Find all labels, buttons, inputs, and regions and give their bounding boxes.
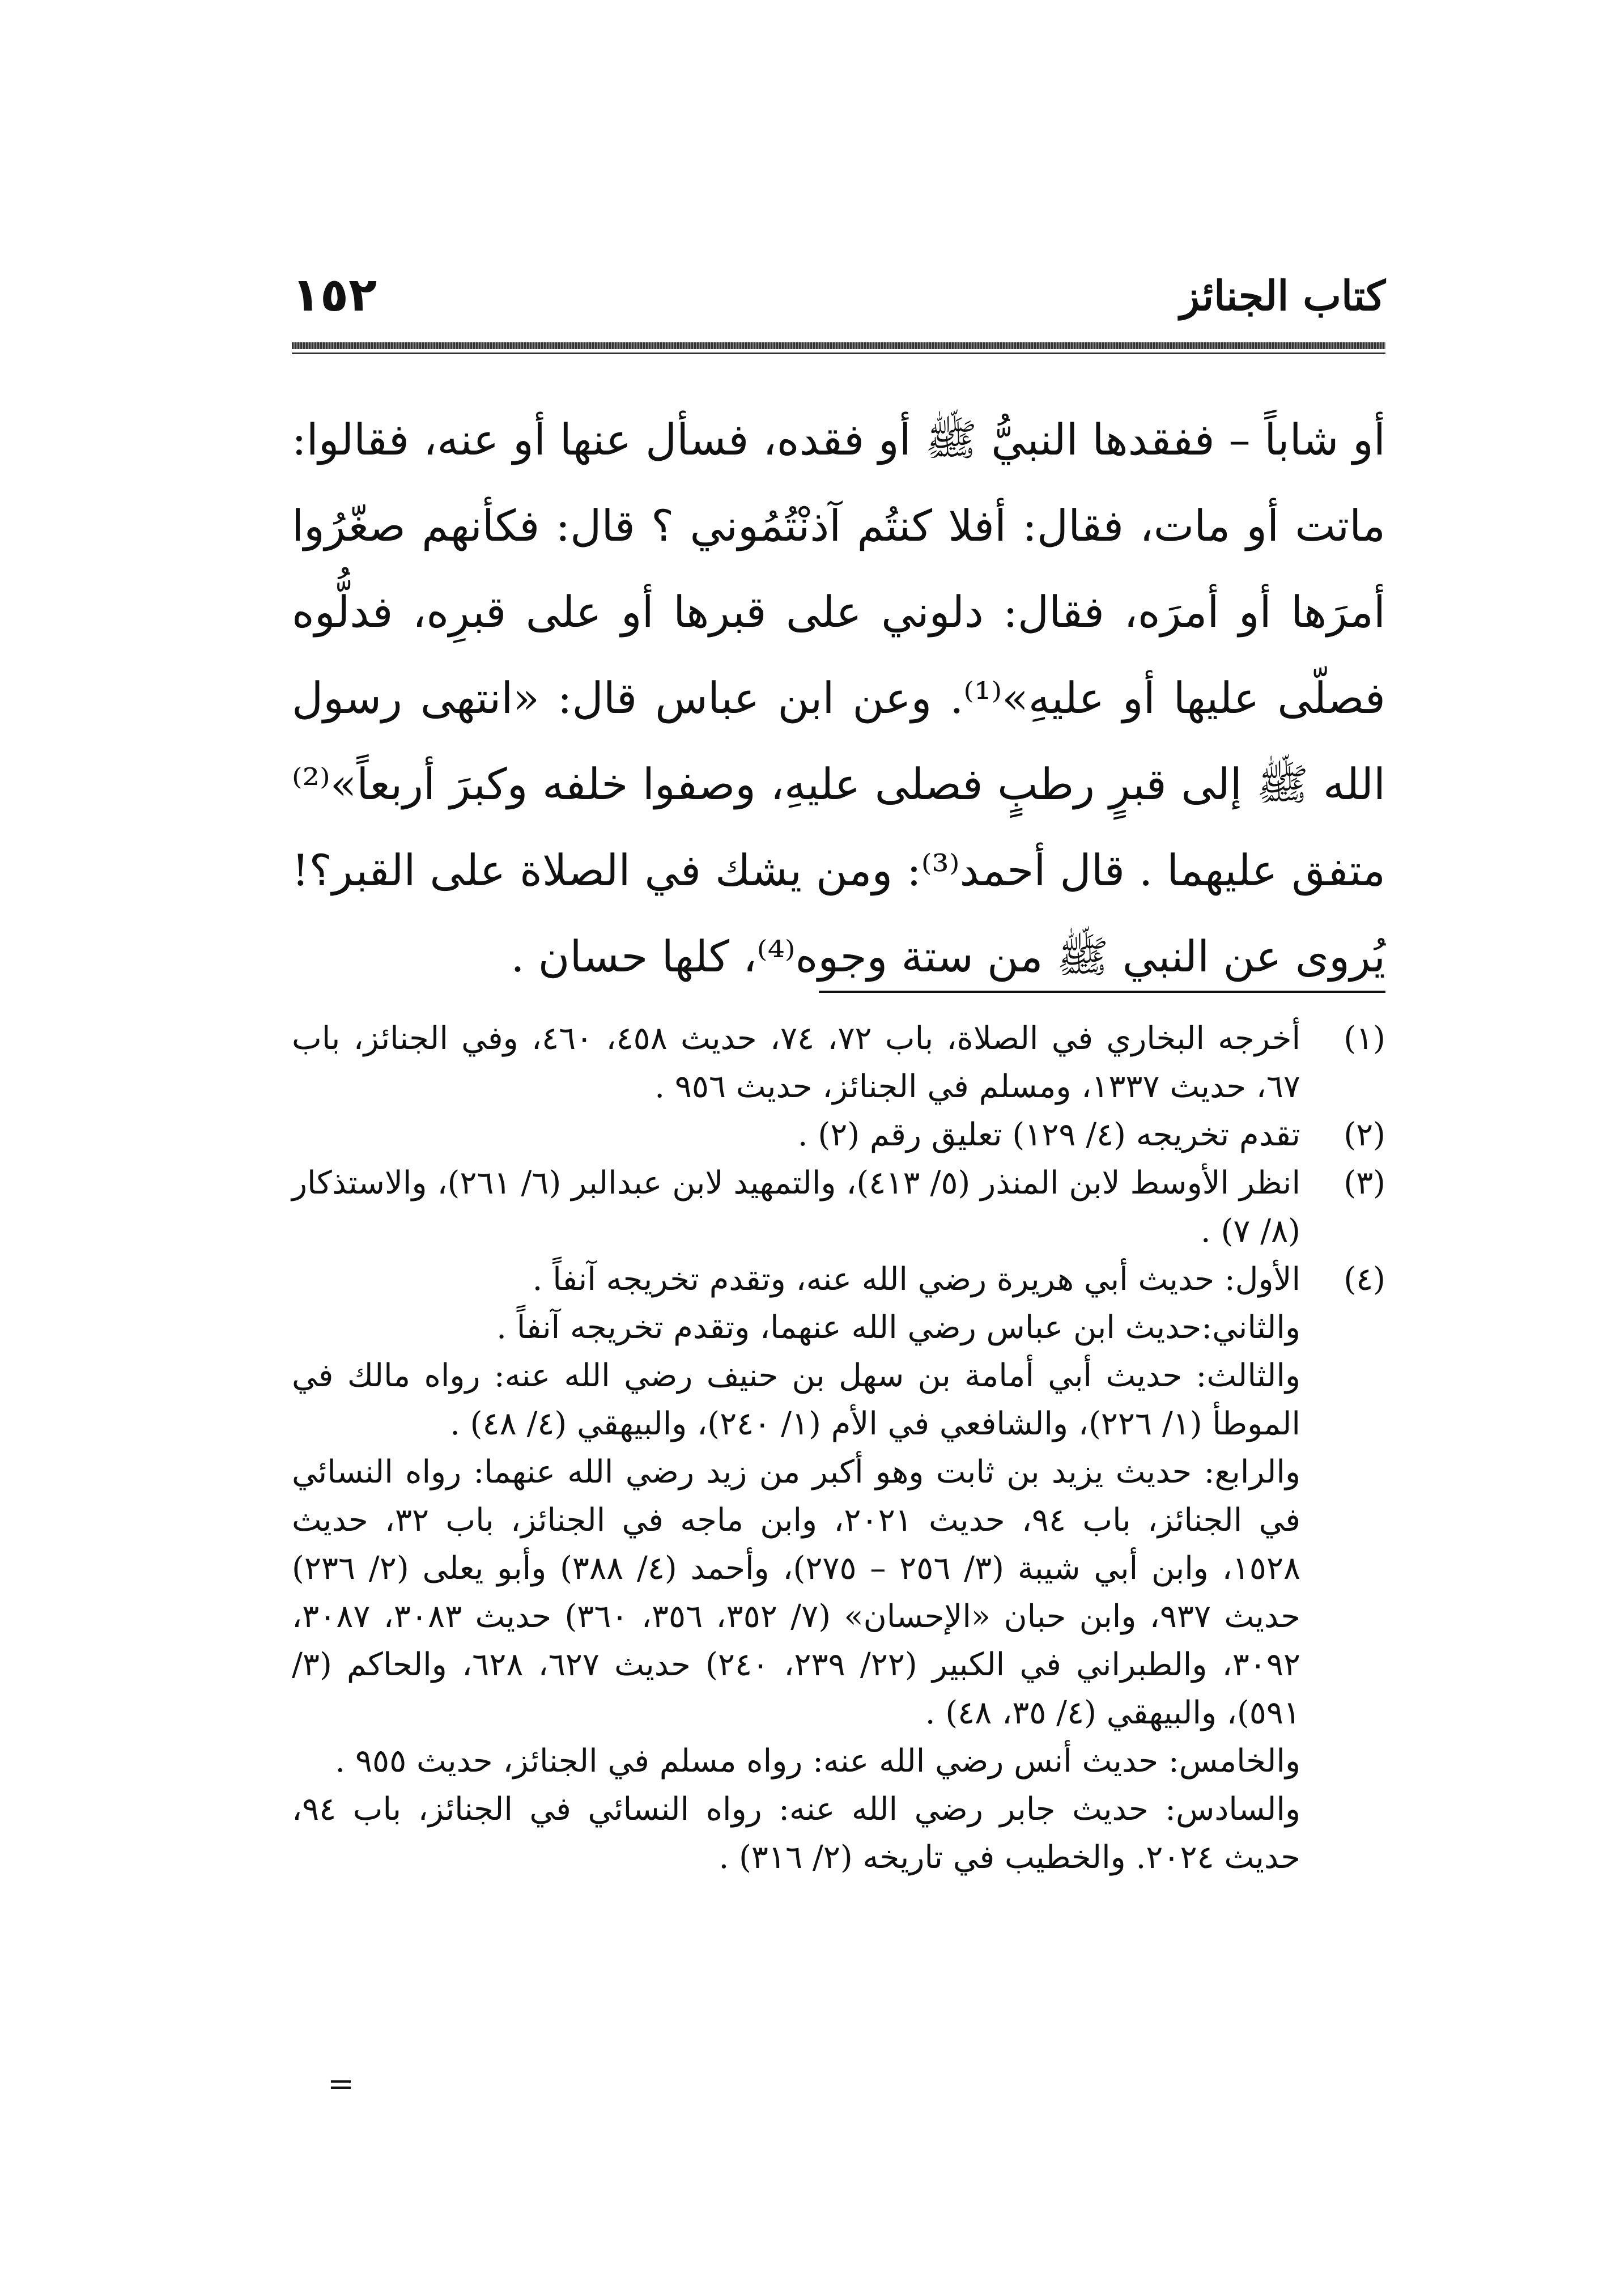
hadith-fourth: والرابع: حديث يزيد بن ثابت وهو أكبر من زيد رضي الله عنهما: رواه النسائي في الجنائز، باب ٩٤، حديث ٢٠٢١، وابن ماجه في الجنائز، باب ٣٢، حديث ١٥٢٨، وابن أبي شيبة (٣/ ٢٥٦ – ٢٧٥)، وأحمد (٤/ ٣٨٨) وأبو يعلى (٢/ ٢٣٦) حديث ٩٣٧، وابن حبان «الإحسان» (٧/ ٣٥٢، ٣٥٦، ٣٦٠) حديث ٣٠٨٣، ٣٠٨٧، ٣٠٩٢، والطبراني في الكبير (٢٢/ ٢٣٩، ٢٤٠) حديث ٦٢٧، ٦٢٨، والحاكم (٣/ ٥٩١)، والبيهقي (٤/ ٣٥، ٤٨) . bbox=[292, 1454, 1301, 1731]
footnote-text: أخرجه البخاري في الصلاة، باب ٧٢، ٧٤، حديث ٤٥٨، ٤٦٠، وفي الجنائز، باب ٦٧، حديث ١٣٣٧، ومسلم في الجنائز، حديث ٩٥٦ . bbox=[292, 1020, 1301, 1105]
page-header bbox=[292, 268, 1385, 340]
hadith-second: والثاني:حديث ابن عباس رضي الله عنهما، وتقدم تخريجه آنفاً . bbox=[496, 1309, 1300, 1346]
hadith-fifth: والخامس: حديث أنس رضي الله عنه: رواه مسلم في الجنائز، حديث ٩٥٥ . bbox=[335, 1743, 1300, 1780]
hadith-sixth: والسادس: حديث جابر رضي الله عنه: رواه النسائي في الجنائز، باب ٩٤، حديث ٢٠٢٤. والخطيب في تاريخه (٢/ ٣١٦) . bbox=[292, 1791, 1300, 1876]
footnote-3 bbox=[292, 1159, 1385, 1255]
footnote-text: انظر الأوسط لابن المنذر (٥/ ٤١٣)، والتمهيد لابن عبدالبر (٦/ ٢٦١)، والاستذكار (٨/ ٧) . bbox=[292, 1165, 1301, 1250]
footnotes bbox=[292, 1014, 1385, 1882]
footnote-number: (٣) bbox=[1344, 1165, 1385, 1201]
footnote-number: (١) bbox=[1344, 1020, 1385, 1057]
hadith-third: والثالث: حديث أبي أمامة بن سهل بن حنيف رضي الله عنه: رواه مالك في الموطأ (١/ ٢٢٦)، والشافعي في الأم (١/ ٢٤٠)، والبيهقي (٤/ ٤٨) . bbox=[292, 1357, 1300, 1442]
footnote-text: تقدم تخريجه (٤/ ١٢٩) تعليق رقم (٢) . bbox=[797, 1116, 1300, 1153]
footnote-number: (٤) bbox=[1344, 1261, 1385, 1298]
footnote-separator bbox=[819, 991, 1385, 993]
footnote-1 bbox=[292, 1014, 1385, 1111]
footnote-number: (٢) bbox=[1344, 1116, 1385, 1153]
running-title: كتاب الجنائز bbox=[1180, 271, 1385, 320]
header-rule-thin bbox=[292, 353, 1385, 354]
header-rule bbox=[292, 342, 1385, 349]
hadith-first: الأول: حديث أبي هريرة رضي الله عنه، وتقدم تخريجه آنفاً . bbox=[532, 1261, 1300, 1298]
continuation-mark: = bbox=[328, 2066, 354, 2103]
footnote-4 bbox=[292, 1255, 1385, 1882]
page-number: ١٥٢ bbox=[292, 268, 377, 322]
footnote-2 bbox=[292, 1111, 1385, 1159]
main-text: أو شاباً – ففقدها النبيُّ ﷺ أو فقده، فسأل عنها أو عنه، فقالوا: ماتت أو مات، فقال: أفلا كنتُم آذنْتُمُوني ؟ قال: فكأنهم صغّرُوا أمرَها أو أمرَه، فقال: دلوني على قبرها أو على قبرِه، فدلُّوه فصلّى عليها أو عليهِ»⁽¹⁾. وعن ابن عباس قال: «انتهى رسول الله ﷺ إلى قبرٍ رطبٍ فصلى عليهِ، وصفوا خلفه وكبرَ أربعاً»⁽²⁾ متفق عليهما . قال أحمد⁽³⁾: ومن يشك في الصلاة على القبر؟! يُروى عن النبي ﷺ من ستة وجوه⁽⁴⁾، كلها حسان . bbox=[292, 414, 1385, 982]
footnote-text bbox=[292, 1255, 1300, 1882]
